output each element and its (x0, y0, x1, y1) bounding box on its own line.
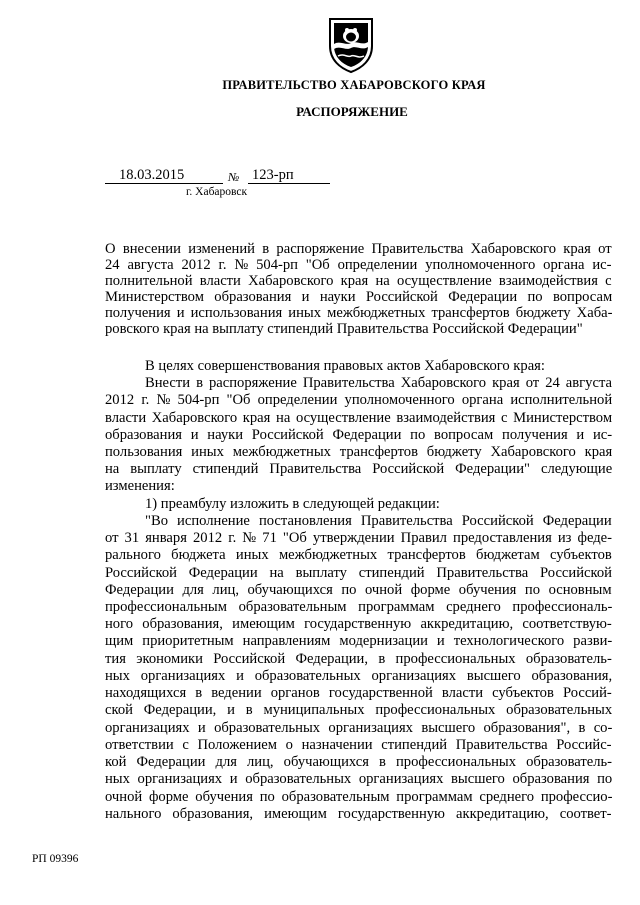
title-line: О внесении изменений в распоряжение Правительства Хабаровского края от (105, 241, 612, 257)
body-line: изменения: (105, 478, 175, 494)
body-line: профессиональным образовательным программам среднего профессиональ- (105, 599, 613, 615)
body-line: ных организациях и образовательных организациях высшего образования, (105, 668, 613, 684)
document-code: РП 09396 (32, 853, 79, 865)
number-sign: № (228, 170, 240, 184)
body-line: находящихся в ведении органов государственной власти субъектов Россий- (105, 685, 612, 701)
body-line: Внести в распоряжение Правительства Хабаровского края от 24 августа (145, 375, 612, 391)
body-line: ных организациях и образовательных организациях высшего образования по (105, 771, 613, 787)
body-line: организациях и образовательных организациях высшего образования", в со- (105, 720, 613, 736)
body-line: нального образования, имеющим государственную аккредитацию, соответ- (105, 806, 612, 822)
body-line: рального бюджета иных межбюджетных трансфертов бюджетам субъектов (105, 547, 612, 563)
body-line: власти Хабаровского края на осуществление взаимодействия с Министерством (105, 410, 613, 426)
title-line: полнительной власти Хабаровского края на осуществление взаимодействия с (105, 273, 612, 289)
body-line: пользования иных межбюджетных трансфертов бюджету Хабаровского края (105, 444, 613, 460)
body-line: 2012 г. № 504-рп "Об определении уполномоченного органа исполнительной (105, 392, 613, 408)
body-line: на выплату стипендий Правительства Российской Федерации" следующие (105, 461, 613, 477)
body-line: очной форме обучения по образовательным программам среднего профессио- (105, 789, 613, 805)
body-line: ответствии с Положением о назначении стипендий Правительства Российс- (105, 737, 612, 753)
title-line: 24 августа 2012 г. № 504-рп "Об определении уполномоченного органа ис- (105, 257, 612, 273)
body-line: кой Федерации для лиц, обучающихся в профессиональных образователь- (105, 754, 613, 770)
coat-of-arms-icon (326, 16, 376, 74)
body-line: В целях совершенствования правовых актов Хабаровского края: (145, 358, 545, 374)
document-type: РАСПОРЯЖЕНИЕ (296, 104, 408, 119)
body-line: 1) преамбулу изложить в следующей редакции: (145, 496, 440, 512)
body-line: от 31 января 2012 г. № 71 "Об утверждении Правил предоставления из феде- (105, 530, 613, 546)
government-name: ПРАВИТЕЛЬСТВО ХАБАРОВСКОГО КРАЯ (222, 78, 486, 92)
body-line: Федерации для лиц, обучающихся по очной форме обучения по основным (105, 582, 612, 598)
document-city: г. Хабаровск (186, 186, 248, 198)
body-line: Российской Федерации на выплату стипендий Правительства Российской (105, 565, 612, 581)
body-line: ного образования, имеющим государственную аккредитацию, соответствую- (105, 616, 612, 632)
document-date: 18.03.2015 (105, 167, 223, 184)
document-number: 123-рп (248, 167, 330, 184)
body-line: тия экономики Российской Федерации, в профессиональных образователь- (105, 651, 612, 667)
body-line: щим приоритетным направлениям модернизации и технологического разви- (105, 633, 613, 649)
title-line: ровского края на выплату стипендий Правительства Российской Федерации" (105, 321, 583, 337)
title-line: получения и использования иных межбюджетных трансфертов бюджету Хаба- (105, 305, 613, 321)
body-line: образования и науки Российской Федерации по вопросам получения и ис- (105, 427, 613, 443)
body-line: "Во исполнение постановления Правительства Российской Федерации (145, 513, 612, 529)
body-line: ской Федерации, и в муниципальных профессиональных образовательных (105, 702, 613, 718)
title-line: Министерством образования и науки Российской Федерации по вопросам (105, 289, 613, 305)
